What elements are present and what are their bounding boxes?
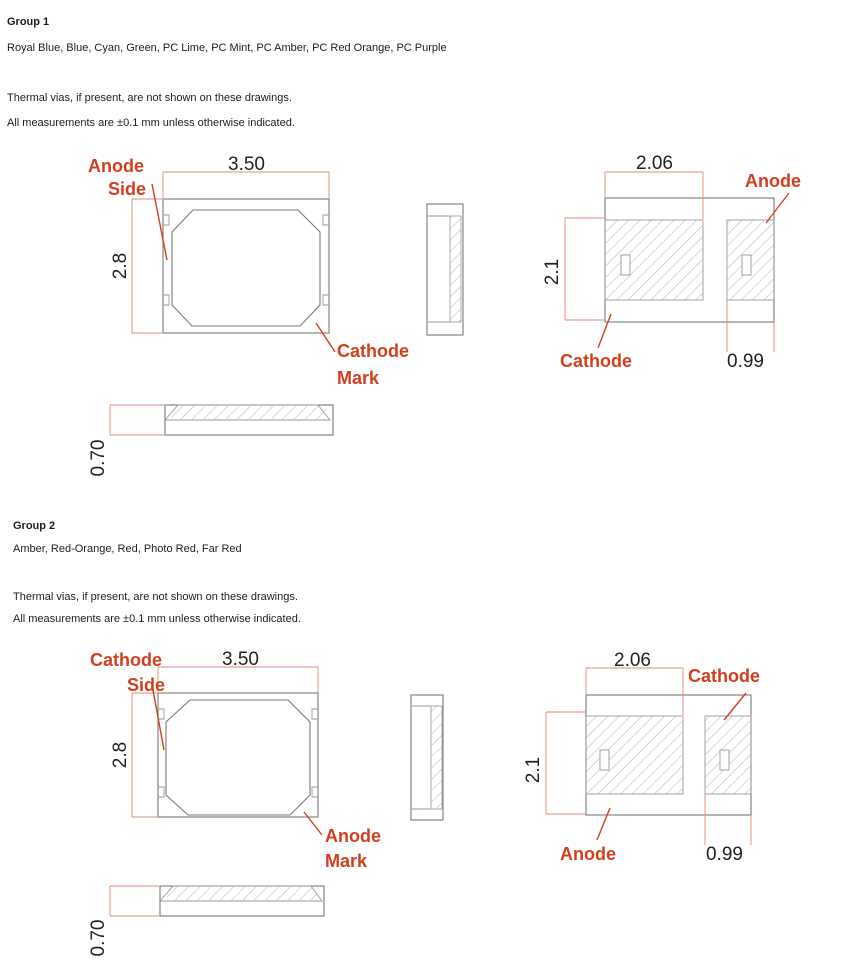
group-2-side-label-2: Side xyxy=(127,675,166,695)
group-1-note-tolerance: All measurements are ±0.1 mm unless otherwise indicated. xyxy=(7,117,295,129)
group-2-colors: Amber, Red-Orange, Red, Photo Red, Far Red xyxy=(13,543,242,555)
group-2-front-view xyxy=(88,886,324,956)
group-1-title: Group 1 xyxy=(7,16,50,28)
group-1-side-label-2: Side xyxy=(108,179,147,199)
group-1-front-view xyxy=(88,405,333,476)
group-1-pad-width-dim: 2.06 xyxy=(636,153,673,174)
group-1-mark-label-1: Cathode xyxy=(337,341,409,361)
group-1-small-pad-label: Anode xyxy=(745,171,801,191)
group-1-drawing xyxy=(88,153,801,476)
group-2-width-dim: 3.50 xyxy=(222,649,259,670)
group-1-side-view xyxy=(427,204,463,335)
group-1-small-pad-dim: 0.99 xyxy=(727,351,764,372)
group-2-mark-label-1: Anode xyxy=(325,826,381,846)
group-1-colors: Royal Blue, Blue, Cyan, Green, PC Lime, PC Mint, PC Amber, PC Red Orange, PC Purple xyxy=(7,42,447,54)
group-2-drawing xyxy=(88,649,760,956)
group-2-top-view xyxy=(90,649,381,871)
group-2-large-pad-label: Anode xyxy=(560,844,616,864)
group-2-title: Group 2 xyxy=(13,520,56,532)
group-2-side-view xyxy=(411,695,443,820)
group-1-height-dim: 2.8 xyxy=(110,252,131,280)
group-1-mark-label-2: Mark xyxy=(337,368,380,388)
group-1-thickness-dim: 0.70 xyxy=(88,439,109,477)
group-1-large-pad-label: Cathode xyxy=(560,351,632,371)
group-2-note-vias: Thermal vias, if present, are not shown on these drawings. xyxy=(13,591,298,603)
group-2-thickness-dim: 0.70 xyxy=(88,919,109,957)
group-1-top-view xyxy=(88,154,409,388)
group-2-bottom-view xyxy=(523,650,760,865)
group-2-pad-height-dim: 2.1 xyxy=(523,756,544,784)
group-2-small-pad-label: Cathode xyxy=(688,666,760,686)
group-2-note-tolerance: All measurements are ±0.1 mm unless otherwise indicated. xyxy=(13,613,301,625)
group-2-height-dim: 2.8 xyxy=(110,741,131,769)
group-2-side-label-1: Cathode xyxy=(90,650,162,670)
group-1-width-dim: 3.50 xyxy=(228,154,265,175)
group-2-small-pad-dim: 0.99 xyxy=(706,844,743,865)
group-1-bottom-view xyxy=(542,153,801,372)
group-2-pad-width-dim: 2.06 xyxy=(614,650,651,671)
group-1-side-label-1: Anode xyxy=(88,156,144,176)
group-1-pad-height-dim: 2.1 xyxy=(542,258,563,286)
group-1-note-vias: Thermal vias, if present, are not shown on these drawings. xyxy=(7,92,292,104)
group-2-mark-label-2: Mark xyxy=(325,851,368,871)
